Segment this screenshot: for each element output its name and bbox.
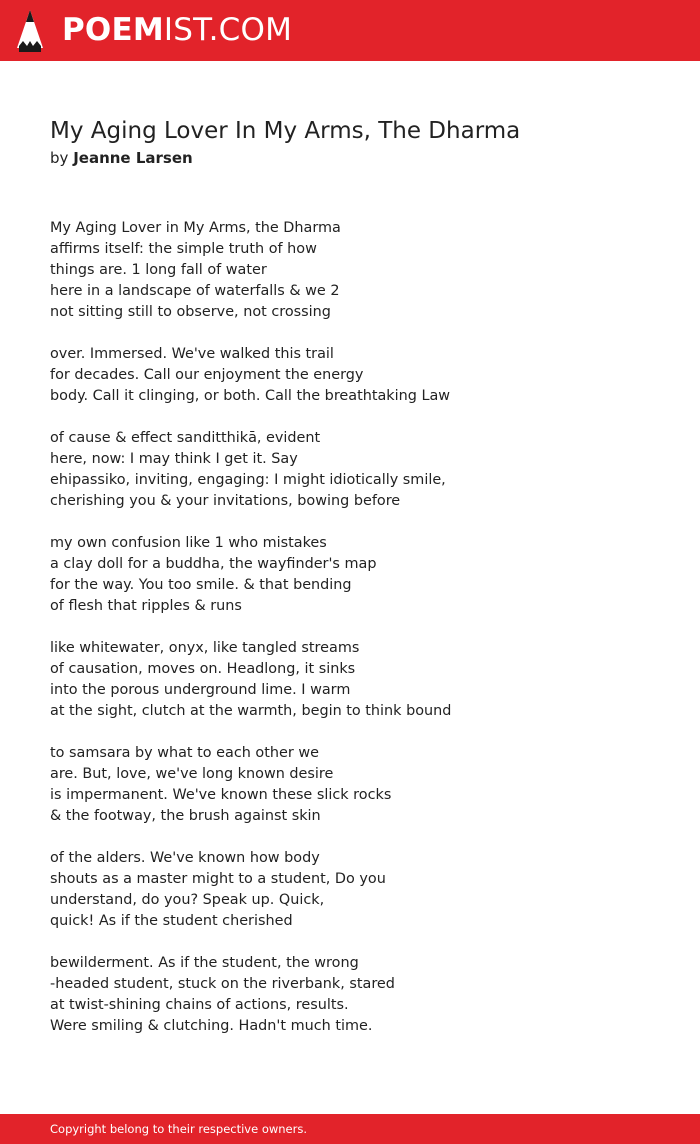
poem-line: things are. 1 long fall of water <box>50 262 267 278</box>
poem-line: of causation, moves on. Headlong, it sinks <box>50 661 356 677</box>
poem-line: for decades. Call our enjoyment the energy <box>50 367 364 383</box>
poem-line: over. Immersed. We've walked this trail <box>50 346 334 362</box>
stanza <box>50 428 670 512</box>
poem-line: bewilderment. As if the student, the wrong <box>50 955 359 971</box>
poem-line: My Aging Lover in My Arms, the Dharma <box>50 220 341 236</box>
poem-line: to samsara by what to each other we <box>50 745 319 761</box>
poem-line: not sitting still to observe, not crossing <box>50 304 331 320</box>
poem-line: are. But, love, we've long known desire <box>50 766 334 782</box>
poem-line: is impermanent. We've known these slick rocks <box>50 787 392 803</box>
poem-line: of flesh that ripples & runs <box>50 598 242 614</box>
poem-line: my own confusion like 1 who mistakes <box>50 535 327 551</box>
stanza <box>50 953 670 1037</box>
copyright-text: Copyright belong to their respective owners. <box>50 1122 308 1136</box>
poem-line: at twist-shining chains of actions, results. <box>50 997 349 1013</box>
pencil-tip-icon <box>15 8 45 54</box>
stanza <box>50 743 670 827</box>
poem-line: at the sight, clutch at the warmth, begin to think bound <box>50 703 452 719</box>
stanza <box>50 218 670 323</box>
author-name: Jeanne Larsen <box>73 149 193 167</box>
poem-title: My Aging Lover In My Arms, The Dharma <box>50 118 521 144</box>
brand-bold-text: POEM <box>62 12 164 48</box>
poem-line: quick! As if the student cherished <box>50 913 293 929</box>
stanza <box>50 638 670 722</box>
poem-line: here in a landscape of waterfalls & we 2 <box>50 283 340 299</box>
poem-line: of the alders. We've known how body <box>50 850 320 866</box>
poem-line: Were smiling & clutching. Hadn't much time. <box>50 1018 373 1034</box>
stanza <box>50 848 670 932</box>
poem-line: affirms itself: the simple truth of how <box>50 241 317 257</box>
poem-line: a clay doll for a buddha, the wayfinder's map <box>50 556 377 572</box>
poem-line: body. Call it clinging, or both. Call the breathtaking Law <box>50 388 451 404</box>
poem-line: & the footway, the brush against skin <box>50 808 321 824</box>
poem-line: cherishing you & your invitations, bowing before <box>50 493 401 509</box>
stanza <box>50 344 670 407</box>
poem-line: of cause & effect sanditthikā, evident <box>50 430 321 446</box>
poem-line: shouts as a master might to a student, Do you <box>50 871 386 887</box>
site-logo[interactable] <box>62 11 292 49</box>
poem-line: ehipassiko, inviting, engaging: I might idiotically smile, <box>50 472 446 488</box>
by-label: by <box>50 149 69 167</box>
brand-light-text: IST.COM <box>163 12 293 48</box>
stanza <box>50 533 670 617</box>
poem-line: -headed student, stuck on the riverbank, stared <box>50 976 395 992</box>
poem-line: here, now: I may think I get it. Say <box>50 451 298 467</box>
poem-line: into the porous underground lime. I warm <box>50 682 351 698</box>
site-header <box>0 0 700 61</box>
site-footer <box>0 1114 700 1144</box>
byline <box>50 147 193 169</box>
poem-line: for the way. You too smile. & that bending <box>50 577 352 593</box>
poem-body <box>50 218 670 1058</box>
poem-line: understand, do you? Speak up. Quick, <box>50 892 325 908</box>
poem-line: like whitewater, onyx, like tangled streams <box>50 640 360 656</box>
